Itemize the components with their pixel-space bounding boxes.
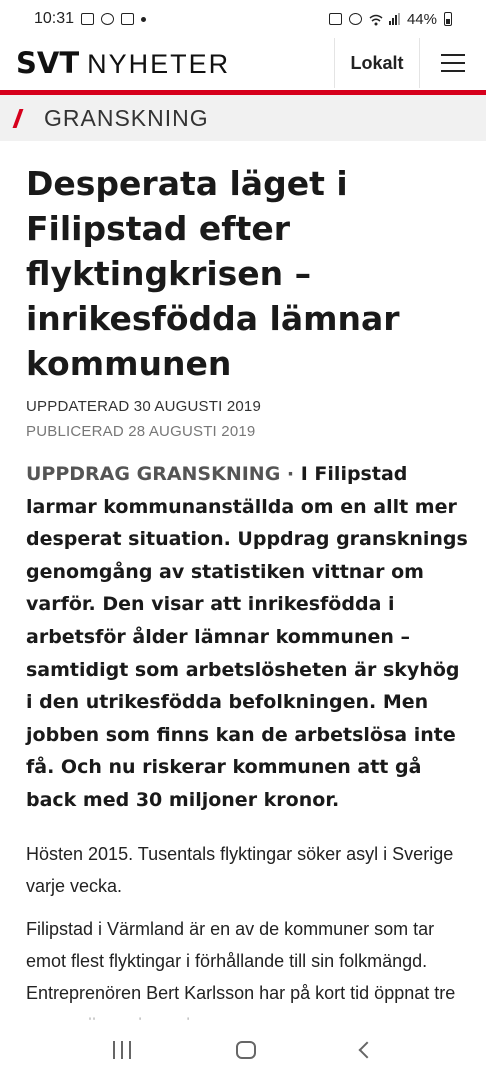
hamburger-menu-icon[interactable] xyxy=(420,38,486,88)
section-bar[interactable] xyxy=(0,95,486,141)
article-paragraph-2: Filipstad i Värmland är en av de kommuner som tar emot flest flyktingar i förhållande till sin folkmängd. Entreprenören Bert Karlsson har på kort tid öppnat tre xyxy=(26,919,456,1003)
home-icon[interactable] xyxy=(236,1041,256,1059)
header-actions xyxy=(334,38,486,88)
article-published-date: PUBLICERAD 28 AUGUSTI 2019 xyxy=(26,423,256,440)
sync-icon xyxy=(101,13,114,25)
lead-text: I Filipstad larmar kommunanställda om en allt mer desperat situation. Uppdrag gransknings genomgång av statistiken vittnar om varför. Den visar att inrikesfödda i arbetsför ålder lämnar kommunen – samtidigt som arbetslösheten är skyhög i den utrikesfödda befolkningen. Men jobben som finns kan de arbetslösa inte få. Och nu riskerar kommunen att gå back med 30 miljoner kronor. xyxy=(26,463,468,811)
lead-tag: UPPDRAG GRANSKNING · xyxy=(26,463,301,485)
lock-icon xyxy=(329,13,342,25)
system-nav-bar xyxy=(0,1020,486,1080)
section-slash-icon xyxy=(13,109,24,128)
article-headline: Desperata läget i Filipstad efter flyktingkrisen – inrikesfödda lämnar kommunen xyxy=(26,164,400,383)
status-bar xyxy=(0,0,486,38)
site-header xyxy=(0,38,486,88)
status-time: 10:31 xyxy=(34,10,75,27)
svt-logo[interactable] xyxy=(16,46,230,80)
article-updated-date: UPPDATERAD 30 AUGUSTI 2019 xyxy=(26,398,262,415)
article-paragraph-1: Hösten 2015. Tusentals flyktingar söker asyl i Sverige varje vecka. xyxy=(26,844,454,896)
battery-icon xyxy=(444,12,452,26)
battery-percent: 44% xyxy=(406,10,437,28)
status-right xyxy=(329,11,452,28)
logo-nyheter-text: NYHETER xyxy=(87,49,231,79)
status-left xyxy=(34,10,146,28)
alarm-icon xyxy=(349,13,362,25)
recent-apps-icon[interactable] xyxy=(113,1041,131,1059)
notification-dot-icon xyxy=(141,17,146,22)
signal-icon xyxy=(389,13,400,25)
screen-mirror-icon xyxy=(81,13,94,25)
back-icon[interactable] xyxy=(359,1042,376,1059)
logo-svt-text: SVT xyxy=(16,46,80,80)
instagram-icon xyxy=(121,13,134,25)
local-news-button[interactable]: Lokalt xyxy=(334,38,420,88)
article-lead xyxy=(26,458,471,817)
wifi-icon xyxy=(369,13,382,25)
section-label: GRANSKNING xyxy=(44,104,209,131)
